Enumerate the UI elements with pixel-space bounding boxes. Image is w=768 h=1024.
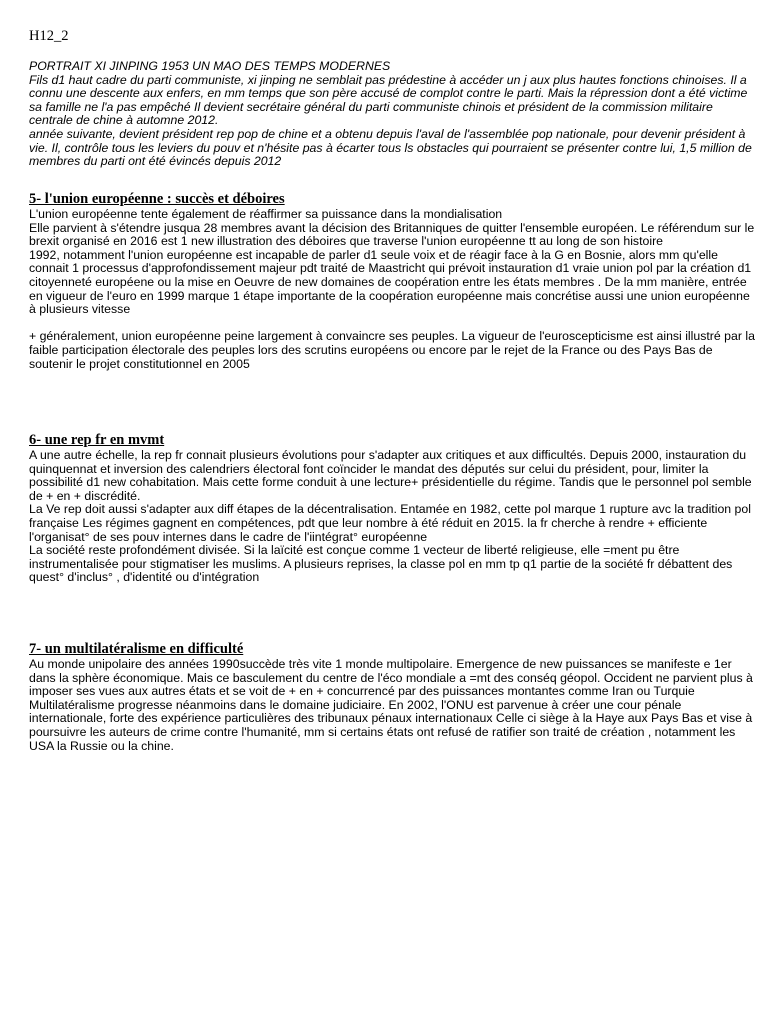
paragraph: Multilatéralisme progresse néanmoins dans le domaine judiciaire. En 2002, l'ONU est parvenue à créer une cour pénale internationale, forte des expérience particulières des tribunaux pénaux internationaux Celle ci siège à la Haye aux Pays Bas et vise à poursuivre les auteurs de crime contre l'humanité, mm si certains états ont refusé de ratifier son traité de création , notamment les USA la Russie ou la chine. bbox=[29, 697, 753, 753]
paragraph: + généralement, union européenne peine largement à convaincre ses peuples. La vigueur de l'euroscepticisme est ainsi illustré par la faible participation électorale des peuples lors des scrutins européens ou encore par le rejet de la France ou des Pays Bas de soutenir le projet constitutionnel en 2005 bbox=[29, 329, 755, 371]
paragraph: Elle parvient à s'étendre jusqua 28 membres avant la décision des Britanniques de quitter l'ensemble européen. Le référendum sur le brexit organisé en 2016 est 1 new illustration des déboires que traverse l'union européenne tt au long de son histoire bbox=[29, 220, 755, 249]
section-heading: 5- l'union européenne : succès et déboires bbox=[29, 191, 285, 207]
paragraph: A une autre échelle, la rep fr connait plusieurs évolutions pour s'adapter aux critiques et aux difficultés. Depuis 2000, instauration du quinquennat et inversion des calendriers électoral font coïncider le mandat des députés sur celui du président, pour, limiter la possibilité d1 new cohabitation. Mais cette forme conduit à une lecture+ présidentielle du régime. Tandis que le personnel pol semble de + en + discrédité. bbox=[29, 448, 752, 503]
section-multilateralisme bbox=[29, 641, 755, 753]
portrait-title: PORTRAIT XI JINPING 1953 UN MAO DES TEMPS MODERNES bbox=[29, 59, 391, 73]
paragraph: La société reste profondément divisée. Si la laïcité est conçue comme 1 vecteur de liberté religieuse, elle =ment pu être instrumentalisée pour stigmatiser les muslims. A plusieurs reprises, la classe pol en mm tp q1 partie de la société fr débattent des quest° d'inclus° , d'identité ou d'intégration bbox=[29, 543, 733, 585]
section-heading: 7- un multilatéralisme en difficulté bbox=[29, 641, 244, 657]
paragraph-gap bbox=[29, 317, 755, 331]
portrait-paragraph: année suivante, devient président rep pop de chine et a obtenu depuis l'aval de l'assemblée pop nationale, pour devenir président à vie. Il, contrôle tous les leviers du pouv et n'hésite pas à écarter tous ls obstacles qui pourraient se présenter contre lui, 1,5 million de membres du parti ont été évincés depuis 2012 bbox=[29, 126, 752, 169]
section-heading: 6- une rep fr en mvmt bbox=[29, 432, 165, 448]
section-rep-fr bbox=[29, 432, 755, 585]
section-union-europeenne bbox=[29, 191, 755, 371]
portrait-paragraph: Fils d1 haut cadre du parti communiste, xi jinping ne semblait pas prédestine à accéder un j aux plus hautes fonctions chinoises. Il a connu une descente aux enfers, en mm temps que son père accusé de complot contre le parti. Mais la répression dont a été victime sa famille ne l'a pas empêché Il devient secrétaire général du parti communiste chinois et président de la commission militaire centrale de chine à automne 2012. bbox=[29, 72, 748, 128]
paragraph: 1992, notamment l'union européenne est incapable de parler d1 seule voix et de réagir face à la G en Bosnie, alors mm qu'elle connait 1 processus d'approfondissement majeur pdt traité de Maastricht qui prévoit instauration d1 vraie union pol par la création d1 citoyenneté européene ou la mise en Oeuvre de new domaines de coopération entre les états membres . De la mm manière, entrée en vigueur de l'euro en 1999 marque 1 étape importante de la coopération européenne mais concrétise aussi une union européenne à plusieurs vitesse bbox=[29, 247, 752, 317]
paragraph: Au monde unipolaire des années 1990succède très vite 1 monde multipolaire. Emergence de new puissances se manifeste e 1er dans la sphère économique. Mais ce basculement du centre de l'éco mondiale a =mt des conséq géopol. Occident ne parvient plus à imposer ses vues aux autres états et se voit de + en + concurrencé par des puissances montantes comme Iran ou Turquie bbox=[29, 657, 753, 699]
paragraph: L'union européenne tente également de réaffirmer sa puissance dans la mondialisation bbox=[29, 207, 503, 221]
document-code: H12_2 bbox=[29, 28, 69, 44]
paragraph: La Ve rep doit aussi s'adapter aux diff étapes de la décentralisation. Entamée en 1982, cette pol marque 1 rupture avc la tradition pol française Les régimes gagnent en compétences, pdt que leur nombre à été réduit en 2015. la fr cherche à rendre + efficiente l'organisat° de ses pouv internes dans le cadre de l'iintégrat° européenne bbox=[29, 502, 751, 544]
portrait-block bbox=[29, 60, 755, 169]
